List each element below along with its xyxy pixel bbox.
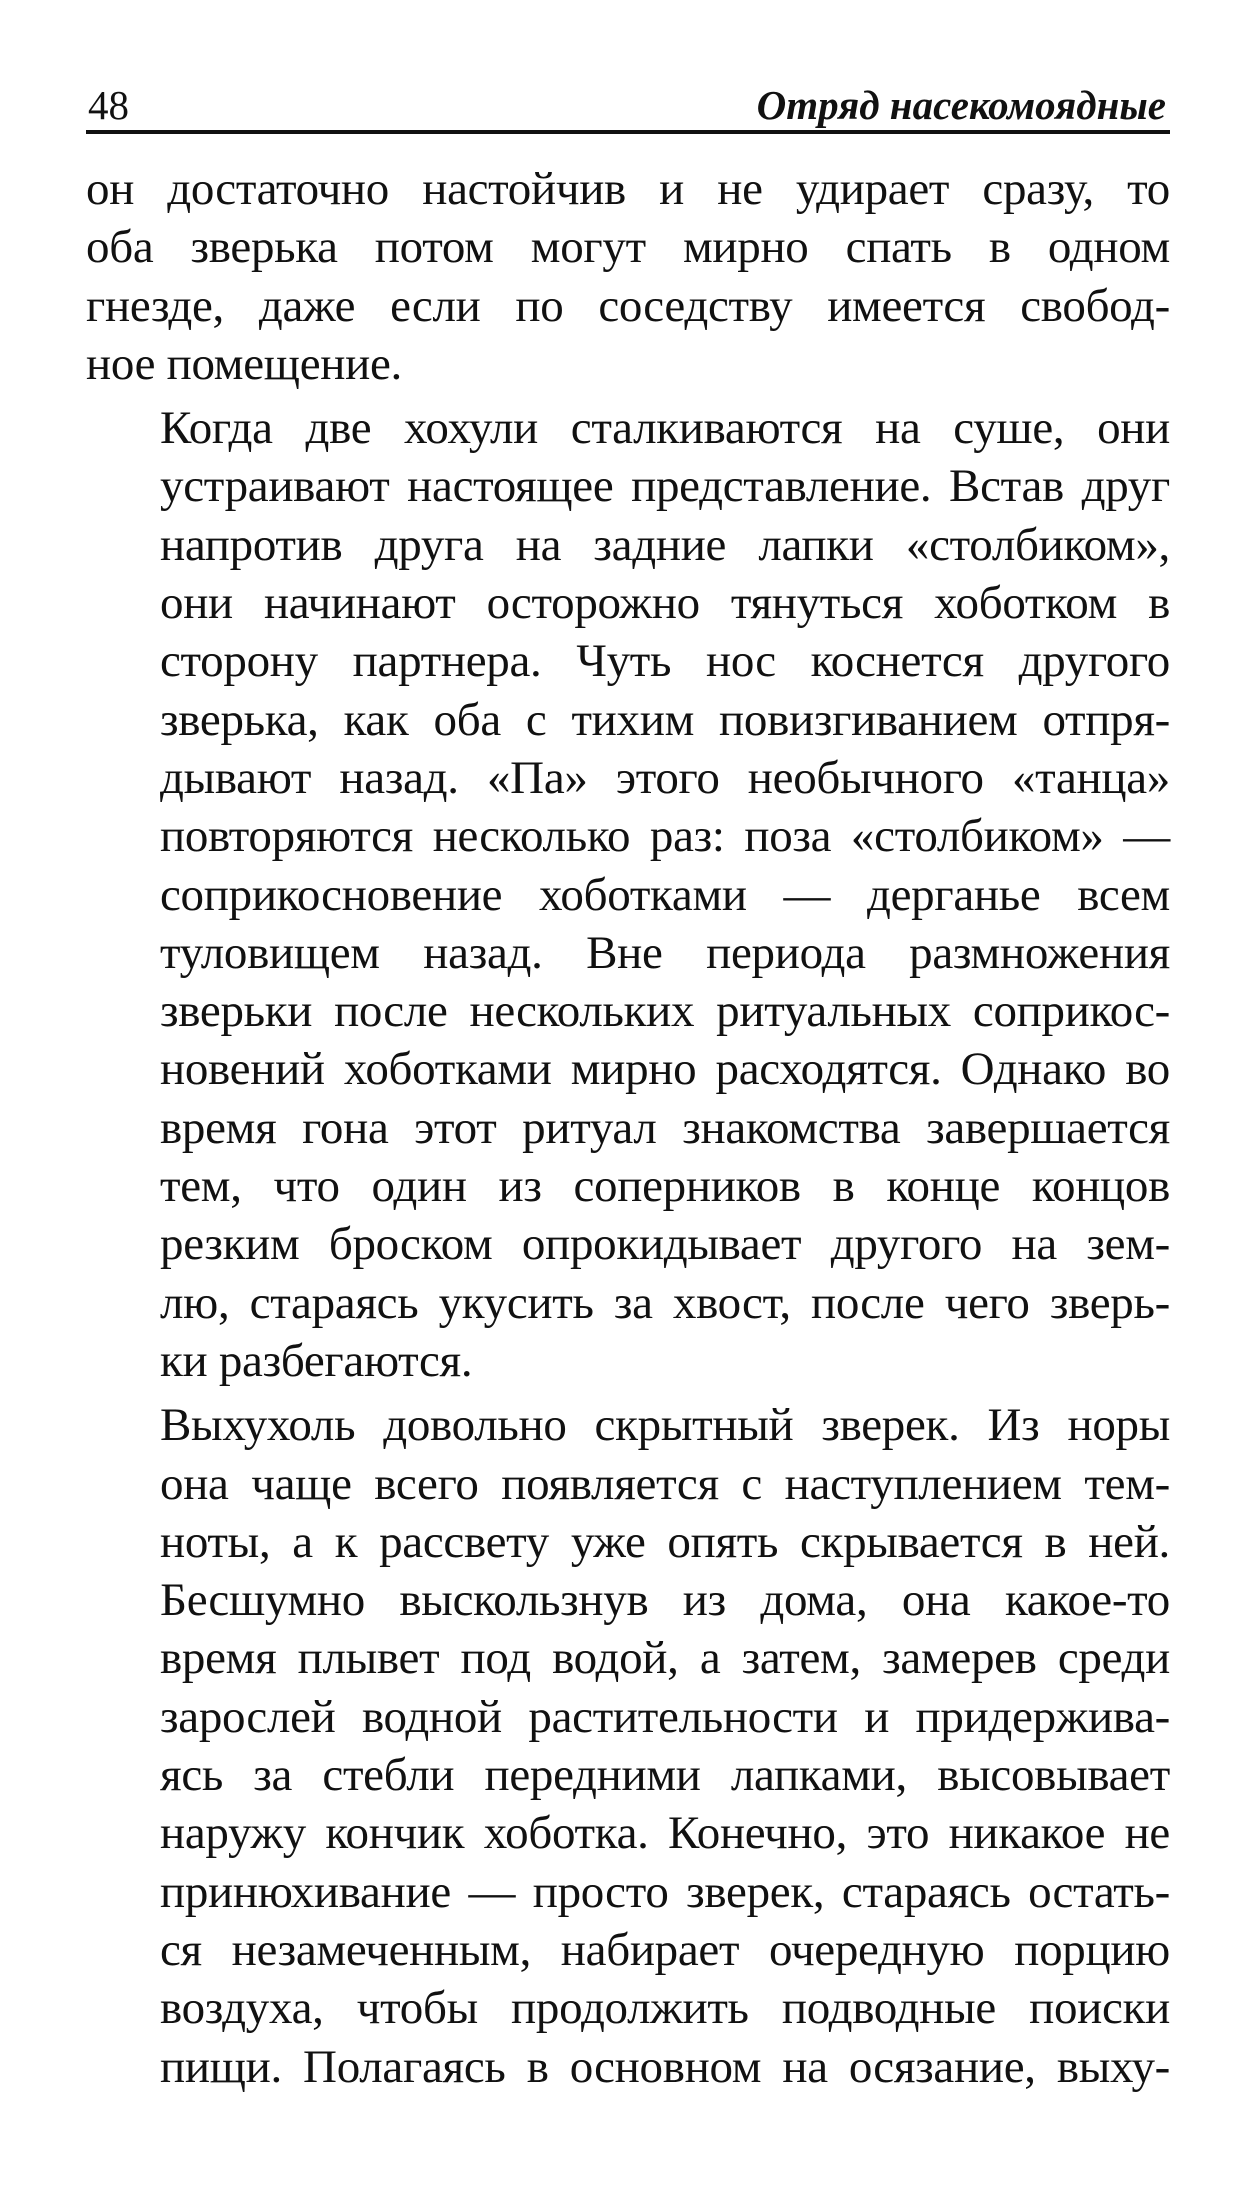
text-line: туловищем назад. Вне периода размножения — [160, 926, 1170, 979]
text-line: они начинают осторожно тянуться хоботком в — [160, 577, 1170, 630]
text-line: ноты, а к рассвету уже опять скрывается в ней. — [160, 1515, 1170, 1568]
text-line: повторяются несколько раз: поза «столбиком» — — [160, 810, 1170, 863]
section-title: Отряд насекомоядные — [756, 82, 1166, 128]
text-line: принюхивание — просто зверек, стараясь остать- — [160, 1865, 1170, 1918]
text-line: резким броском опрокидывает другого на зем- — [160, 1218, 1170, 1271]
text-line: оба зверька потом могут мирно спать в одном — [86, 221, 1170, 274]
text-line: лю, стараясь укусить за хвост, после чего зверь- — [160, 1276, 1170, 1329]
text-line: новений хоботками мирно расходятся. Однако во — [160, 1043, 1170, 1096]
text-line: устраивают настоящее представление. Встав друг — [160, 460, 1170, 513]
body-text — [86, 160, 1170, 2096]
text-line: время плывет под водой, а затем, замерев среди — [160, 1632, 1170, 1685]
page-number: 48 — [88, 82, 129, 128]
text-line: ное помещение. — [86, 337, 402, 390]
paragraph-2 — [86, 399, 1170, 1390]
text-line: Выхухоль довольно скрытный зверек. Из норы — [160, 1399, 1170, 1452]
text-line: тем, что один из соперников в конце концов — [160, 1160, 1170, 1213]
text-line: ки разбегаются. — [160, 1334, 473, 1387]
text-line: дывают назад. «Па» этого необычного «танца» — [160, 751, 1170, 804]
paragraph-1 — [86, 160, 1170, 393]
text-line: соприкосновение хоботками — дерганье всем — [160, 868, 1170, 921]
paragraph-3 — [86, 1396, 1170, 2096]
text-line: зарослей водной растительности и придержива- — [160, 1690, 1170, 1743]
text-line: зверька, как оба с тихим повизгиванием отпря- — [160, 693, 1170, 746]
text-line: она чаще всего появляется с наступлением тем- — [160, 1457, 1170, 1510]
text-line: ся незамеченным, набирает очередную порцию — [160, 1923, 1170, 1976]
text-line: сторону партнера. Чуть нос коснется другого — [160, 635, 1170, 688]
text-line: воздуха, чтобы продолжить подводные поиски — [160, 1982, 1170, 2035]
text-line: пищи. Полагаясь в основном на осязание, выху- — [160, 2040, 1170, 2093]
text-line: наружу кончик хоботка. Конечно, это никакое не — [160, 1807, 1170, 1860]
text-line: напротив друга на задние лапки «столбиком», — [160, 518, 1170, 571]
text-line: ясь за стебли передними лапками, высовывает — [160, 1749, 1170, 1802]
text-line: гнезде, даже если по соседству имеется свобод- — [86, 279, 1170, 332]
text-line: Когда две хохули сталкиваются на суше, они — [160, 402, 1170, 455]
running-header — [86, 66, 1170, 134]
text-line: время гона этот ритуал знакомства завершается — [160, 1101, 1170, 1154]
text-line: Бесшумно выскользнув из дома, она какое-то — [160, 1574, 1170, 1627]
text-line: зверьки после нескольких ритуальных соприкос- — [160, 985, 1170, 1038]
text-line: он достаточно настойчив и не удирает сразу, то — [86, 163, 1170, 215]
